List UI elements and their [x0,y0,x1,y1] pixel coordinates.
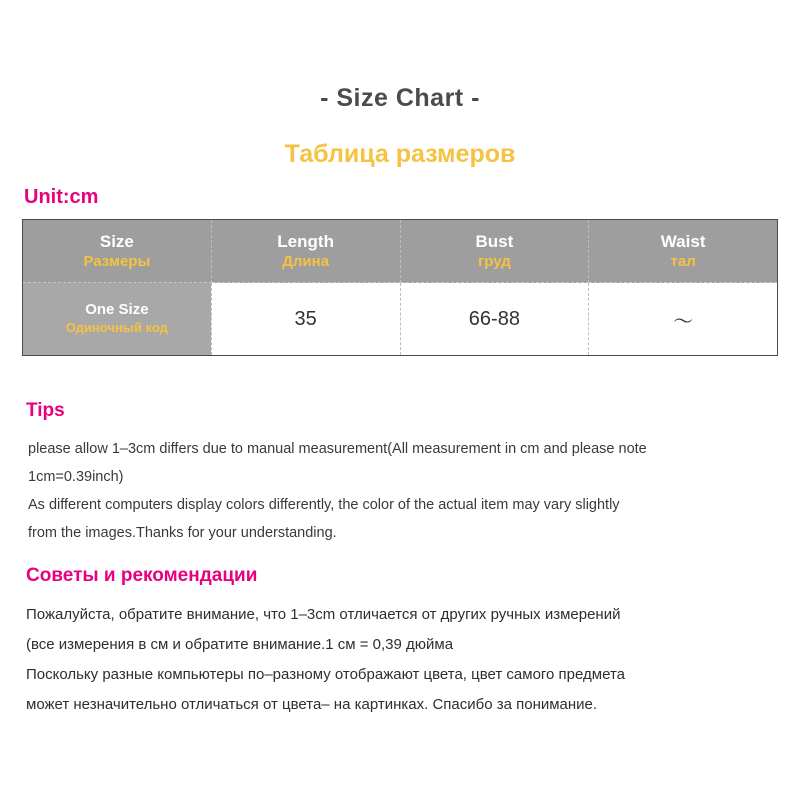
column-header-length-ru: Длина [282,252,330,270]
cell-length-value: 35 [211,283,400,356]
table-row [23,283,778,356]
tips-line-2: 1cm=0.39inch) [28,469,124,485]
tips-heading: Tips [26,400,65,421]
page-title-russian: Таблица размеров [284,140,516,168]
unit-label: Unit:cm [24,186,99,208]
cell-size-name-en: One Size [85,301,149,319]
size-table-header [23,220,778,283]
size-table-body [23,283,778,356]
column-header-length-en: Length [277,231,334,251]
tips-russian-line-3: Поскольку разные компьютеры по–разному отображают цвета, цвет самого предмета [26,666,625,683]
column-header-bust-ru: груд [478,252,511,270]
table-header-row [23,220,778,283]
tips-russian-line-1: Пожалуйста, обратите внимание, что 1–3cm отличается от других ручных измерений [26,606,621,623]
column-header-bust [400,220,589,283]
size-table [22,219,778,356]
tips-russian-body [26,600,776,720]
column-header-waist [589,220,778,283]
tips-line-4: from the images.Thanks for your understanding. [28,525,337,541]
column-header-waist-en: Waist [660,231,706,251]
column-header-bust-en: Bust [475,231,514,251]
cell-size-name [23,283,212,356]
tips-line-3: As different computers display colors differently, the color of the actual item may vary slightly [28,497,620,513]
tips-russian-line-4: может незначительно отличаться от цвета– на картинках. Спасибо за понимание. [26,696,598,713]
cell-bust-value: 66-88 [400,283,589,356]
tips-russian-line-2: (все измерения в см и обратите внимание.1 см = 0,39 дюйма [26,636,454,653]
cell-waist-value: ～ [589,283,778,356]
column-header-size-ru: Размеры [83,252,151,270]
tips-line-1: please allow 1–3cm differs due to manual measurement(All measurement in cm and please note [28,441,647,457]
tips-body [28,435,758,547]
tips-russian-heading: Советы и рекомендации [26,565,258,586]
column-header-length [211,220,400,283]
page-title-english: - Size Chart - [320,84,480,112]
column-header-size-en: Size [99,231,134,251]
column-header-size [23,220,212,283]
column-header-waist-ru: тал [670,252,696,270]
cell-size-name-ru: Одиночный код [65,319,168,335]
